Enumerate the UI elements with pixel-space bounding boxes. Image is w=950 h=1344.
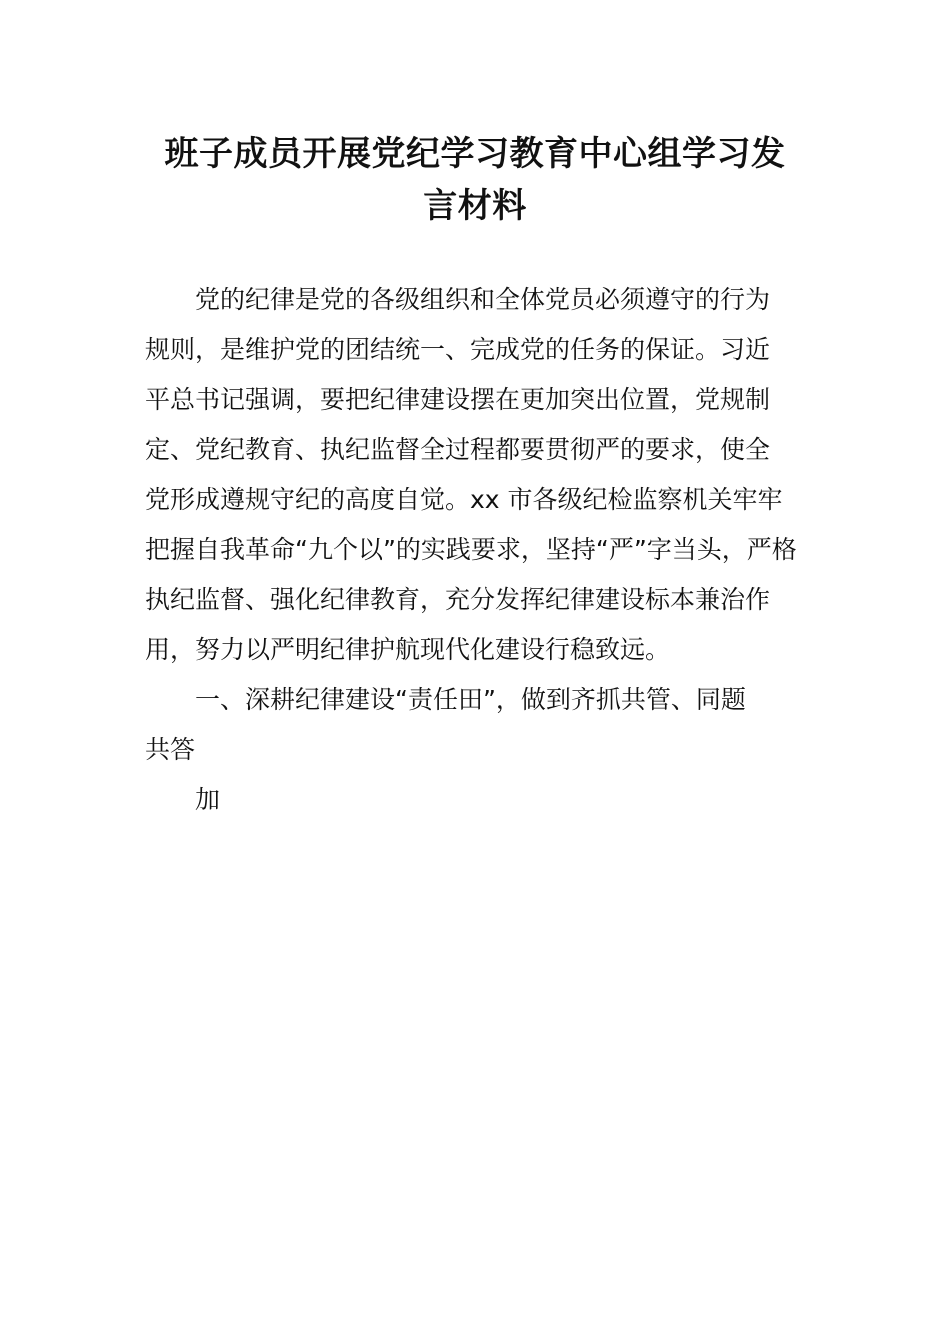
paragraph-2-line-1: 加 <box>195 785 221 814</box>
section-heading-line-2: 共答 <box>145 735 196 764</box>
paragraph-1-line-4: 定、党纪教育、执纪监督全过程都要贯彻严的要求，使全 <box>145 435 771 464</box>
document-body <box>145 275 810 825</box>
title-line-2: 言材料 <box>423 186 527 226</box>
paragraph-1-line-7: 执纪监督、强化纪律教育，充分发挥纪律建设标本兼治作 <box>145 585 771 614</box>
section-heading-line-1: 一、深耕纪律建设“责任田”，做到齐抓共管、同题 <box>195 685 746 714</box>
document-title <box>145 128 805 232</box>
paragraph-1-line-6: 把握自我革命“九个以”的实践要求，坚持“严”字当头，严格 <box>145 535 797 564</box>
paragraph-1-line-5: 党形成遵规守纪的高度自觉。xx 市各级纪检监察机关牢牢 <box>145 485 783 514</box>
paragraph-1-line-2: 规则，是维护党的团结统一、完成党的任务的保证。习近 <box>145 335 771 364</box>
title-line-1: 班子成员开展党纪学习教育中心组学习发 <box>164 134 786 174</box>
paragraph-1-line-1: 党的纪律是党的各级组织和全体党员必须遵守的行为 <box>195 285 771 314</box>
paragraph-1-line-8: 用，努力以严明纪律护航现代化建设行稳致远。 <box>145 635 671 664</box>
paragraph-1-line-3: 平总书记强调，要把纪律建设摆在更加突出位置，党规制 <box>145 385 771 414</box>
